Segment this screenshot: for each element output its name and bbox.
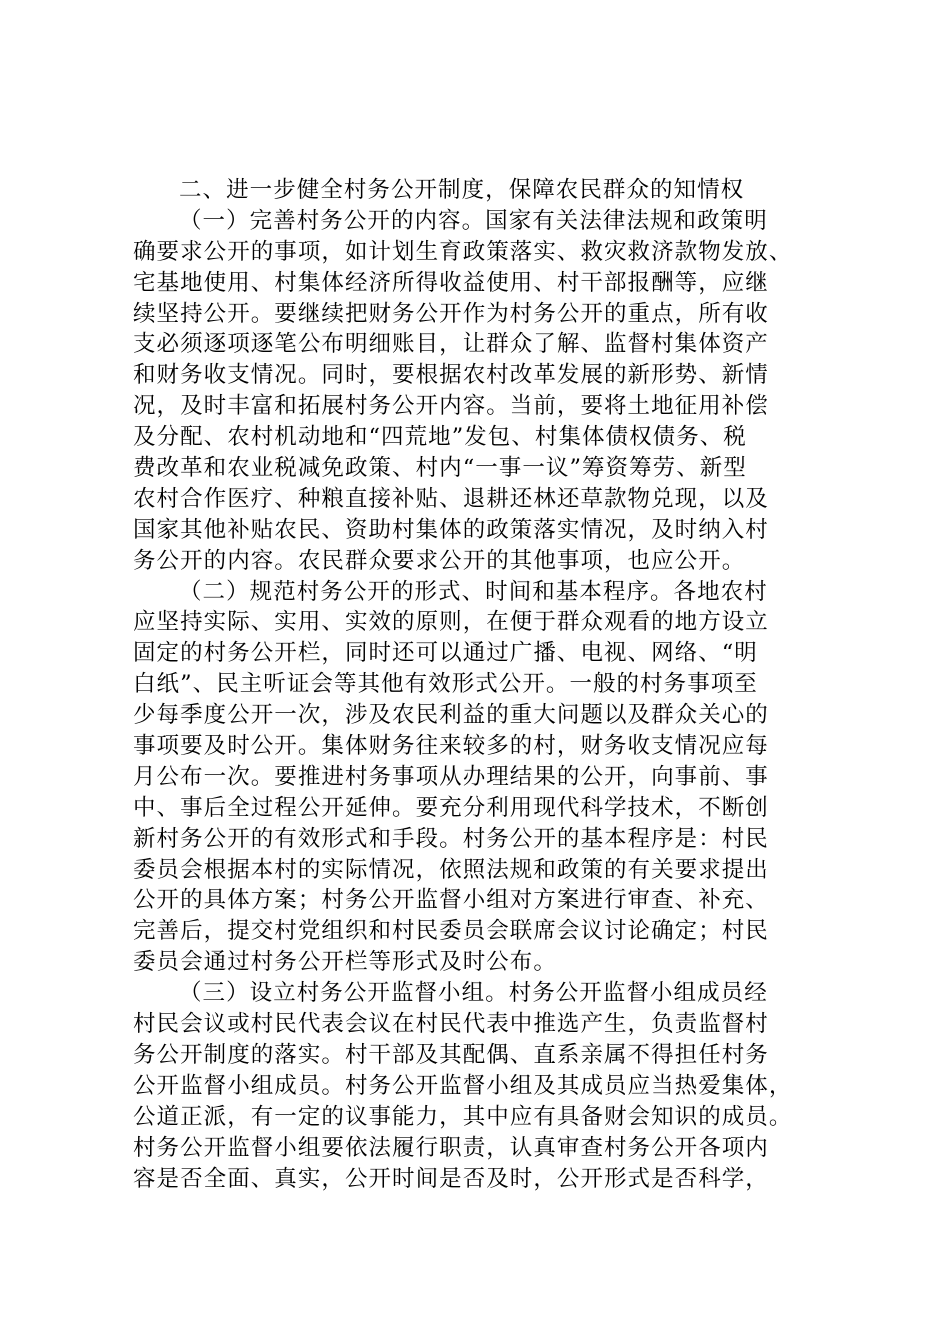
document-page [133,175,843,1194]
paragraph-line: 务公开制度的落实。村干部及其配偶、直系亲属不得担任村务 [133,1041,769,1068]
paragraph-1 [133,206,843,577]
paragraph-line: 续坚持公开。要继续把财务公开作为村务公开的重点，所有收 [133,300,769,327]
paragraph-line: 白纸”、民主听证会等其他有效形式公开。一般的村务事项至 [133,671,758,698]
paragraph-line: 况，及时丰富和拓展村务公开内容。当前，要将土地征用补偿 [133,393,769,420]
paragraph-line: 支必须逐项逐笔公布明细账目，让群众了解、监督村集体资产 [133,331,769,358]
paragraph-line: 委员会根据本村的实际情况，依照法规和政策的有关要求提出 [133,856,769,883]
paragraph-line: 村务公开监督小组要依法履行职责，认真审查村务公开各项内 [133,1134,769,1161]
paragraph-line: 完善后，提交村党组织和村民委员会联席会议讨论确定；村民 [133,918,769,945]
paragraph-line: 事项要及时公开。集体财务往来较多的村，财务收支情况应每 [133,733,769,760]
paragraph-line: 固定的村务公开栏，同时还可以通过广播、电视、网络、“明 [133,640,758,667]
paragraph-line: 国家其他补贴农民、资助村集体的政策落实情况，及时纳入村 [133,516,769,543]
paragraph-line: 新村务公开的有效形式和手段。村务公开的基本程序是：村民 [133,825,769,852]
paragraph-line: 公道正派，有一定的议事能力，其中应有具备财会知识的成员。 [133,1103,793,1130]
paragraph-3 [133,978,843,1194]
paragraph-2 [133,577,843,979]
paragraph-line: 公开监督小组成员。村务公开监督小组及其成员应当热爱集体， [133,1072,793,1099]
paragraph-line: 村民会议或村民代表会议在村民代表中推选产生，负责监督村 [133,1011,769,1038]
paragraph-line: 农村合作医疗、种粮直接补贴、退耕还林还草款物兑现，以及 [133,485,769,512]
paragraph-line: 公开的具体方案；村务公开监督小组对方案进行审查、补充、 [133,887,769,914]
paragraph-line: 费改革和农业税减免政策、村内“一事一议”筹资筹劳、新型 [133,455,747,482]
paragraph-line: 应坚持实际、实用、实效的原则，在便于群众观看的地方设立 [133,609,769,636]
paragraph-line: 务公开的内容。农民群众要求公开的其他事项，也应公开。 [133,547,746,574]
paragraph-line: （一）完善村务公开的内容。国家有关法律法规和政策明 [179,207,768,234]
paragraph-line: 容是否全面、真实，公开时间是否及时，公开形式是否科学， [133,1165,769,1192]
paragraph-line: 宅基地使用、村集体经济所得收益使用、村干部报酬等，应继 [133,269,769,296]
paragraph-line: （二）规范村务公开的形式、时间和基本程序。各地农村 [179,578,768,605]
paragraph-line: 月公布一次。要推进村务事项从办理结果的公开，向事前、事 [133,763,769,790]
paragraph-line: 及分配、农村机动地和“四荒地”发包、村集体债权债务、税 [133,424,747,451]
paragraph-line: （三）设立村务公开监督小组。村务公开监督小组成员经 [179,980,768,1007]
paragraph-line: 少每季度公开一次，涉及农民利益的重大问题以及群众关心的 [133,702,769,729]
paragraph-line: 和财务收支情况。同时，要根据农村改革发展的新形势、新情 [133,362,769,389]
paragraph-line: 中、事后全过程公开延伸。要充分利用现代科学技术，不断创 [133,794,769,821]
paragraph-line: 委员会通过村务公开栏等形式及时公布。 [133,949,557,976]
section-heading: 二、进一步健全村务公开制度，保障农民群众的知情权 [179,177,745,203]
paragraph-line: 确要求公开的事项，如计划生育政策落实、救灾救济款物发放、 [133,238,793,265]
